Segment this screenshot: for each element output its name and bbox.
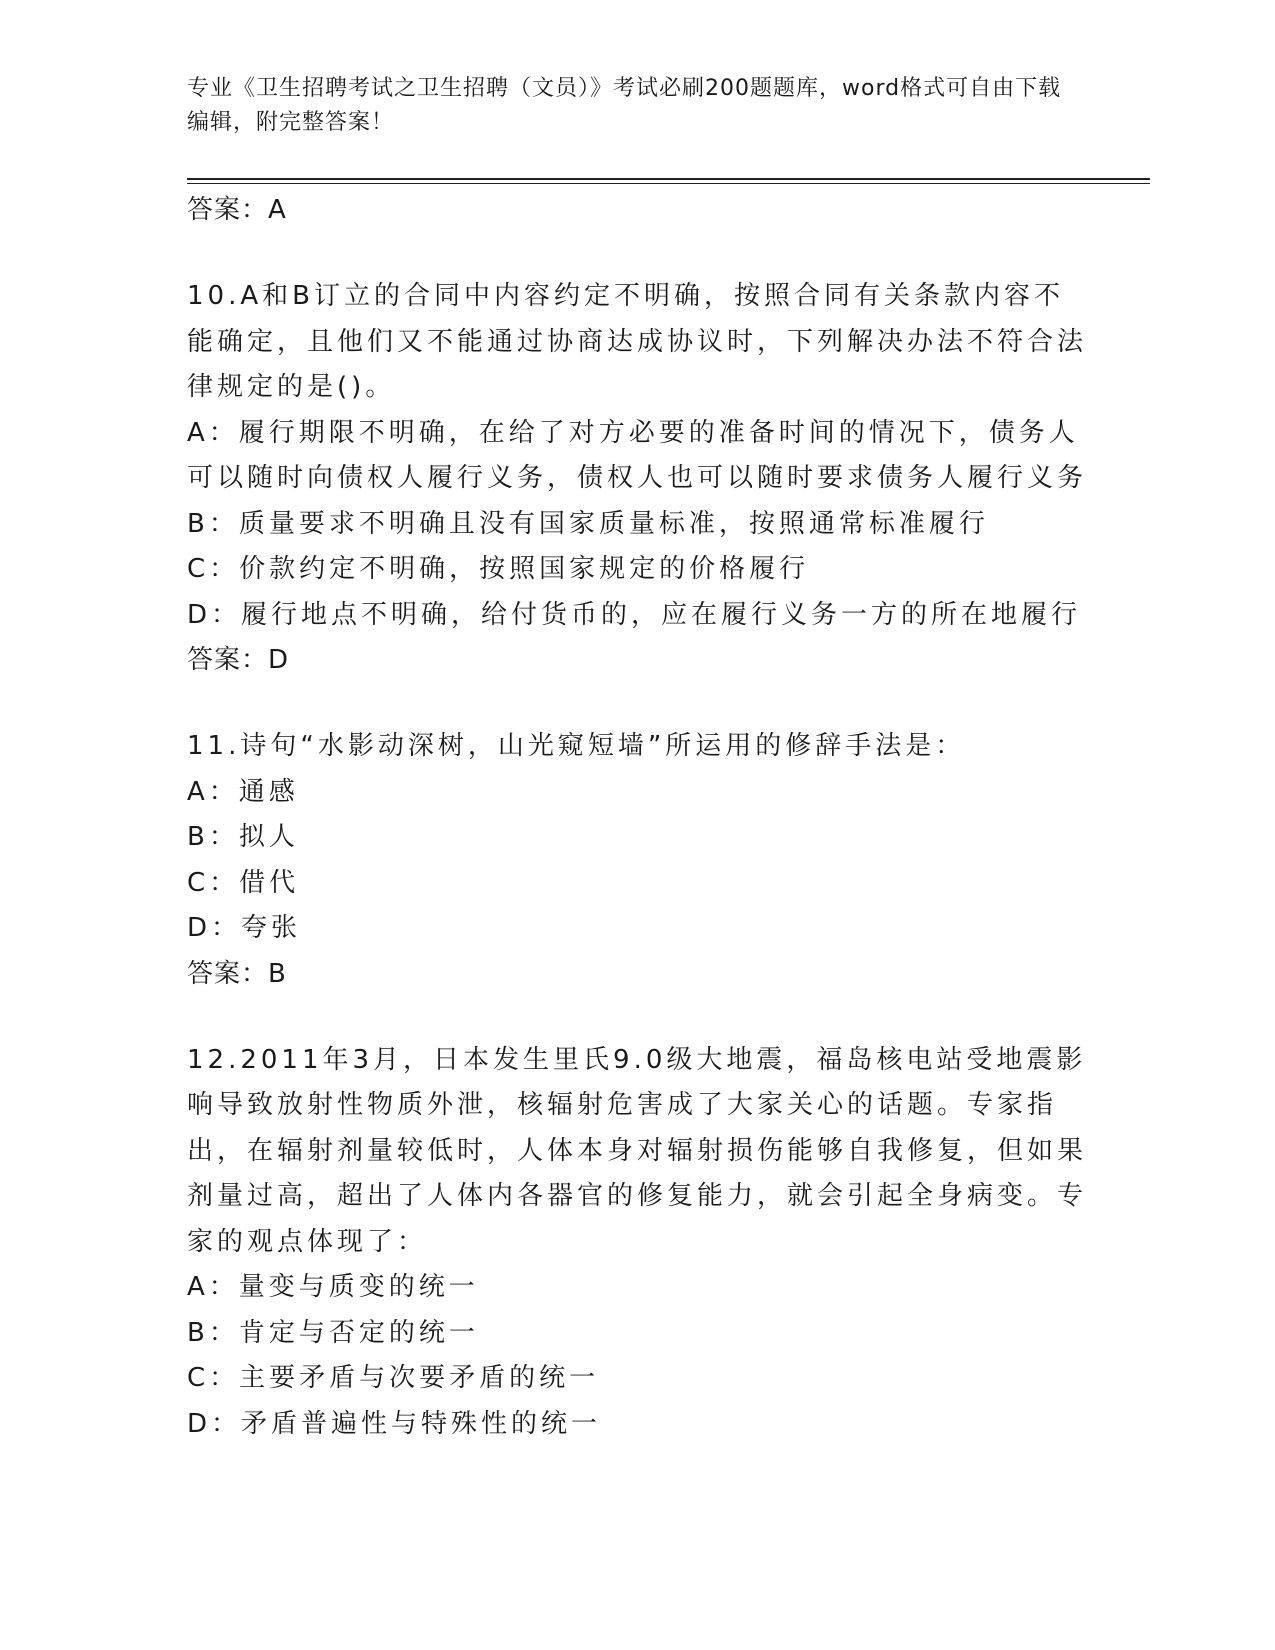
option-b: B：拟人: [187, 822, 299, 852]
option-d: D：矛盾普遍性与特殊性的统一: [187, 1408, 602, 1439]
question-10: [187, 274, 1087, 682]
option-c: C：主要矛盾与次要矛盾的统一: [187, 1363, 600, 1393]
question-stem: 10.A和B订立的合同中内容约定不明确，按照合同有关条款内容不能确定，且他们又不能通过协商达成协议时，下列解决办法不符合法律规定的是()。: [187, 281, 1088, 402]
option-b: B：质量要求不明确且没有国家质量标准，按照通常标准履行: [187, 508, 989, 539]
spacer: [187, 682, 1087, 724]
question-stem: 12.2011年3月，日本发生里氏9.0级大地震，福岛核电站受地震影响导致放射性物质外泄，核辐射危害成了大家关心的话题。专家指出，在辐射剂量较低时，人体本身对辐射损伤能够自我修复，但如果剂量过高，超出了人体内各器官的修复能力，就会引起全身病变。专家的观点体现了：: [187, 1044, 1088, 1257]
option-a: A：通感: [187, 776, 299, 807]
option-a: A：履行期限不明确，在给了对方必要的准备时间的情况下，债务人可以随时向债权人履行义务，债权人也可以随时要求债务人履行义务: [187, 417, 1088, 493]
spacer: [187, 232, 1087, 274]
question-11: [187, 724, 1087, 996]
question-list: [187, 188, 1087, 1447]
spacer: [187, 996, 1087, 1038]
answer-line: 答案：B: [187, 958, 287, 989]
option-d: D：夸张: [187, 913, 302, 943]
option-c: C：借代: [187, 867, 300, 898]
question-12: [187, 1038, 1087, 1448]
option-d: D：履行地点不明确，给付货币的，应在履行义务一方的所在地履行: [187, 599, 1082, 630]
answer-line: 答案：A: [187, 195, 287, 225]
question-stem: 11.诗句“水影动深树，山光窥短墙”所运用的修辞手法是：: [187, 731, 966, 761]
header-divider-thick: [187, 178, 1150, 180]
answer-line: 答案：D: [187, 645, 290, 675]
option-c: C：价款约定不明确，按照国家规定的价格履行: [187, 554, 810, 584]
option-b: B：肯定与否定的统一: [187, 1317, 479, 1348]
header-divider-thin: [187, 183, 1150, 184]
option-a: A：量变与质变的统一: [187, 1272, 479, 1302]
page-header: 专业《卫生招聘考试之卫生招聘（文员）》考试必刷200题题库，word格式可自由下载编辑，附完整答案！: [187, 76, 1062, 135]
